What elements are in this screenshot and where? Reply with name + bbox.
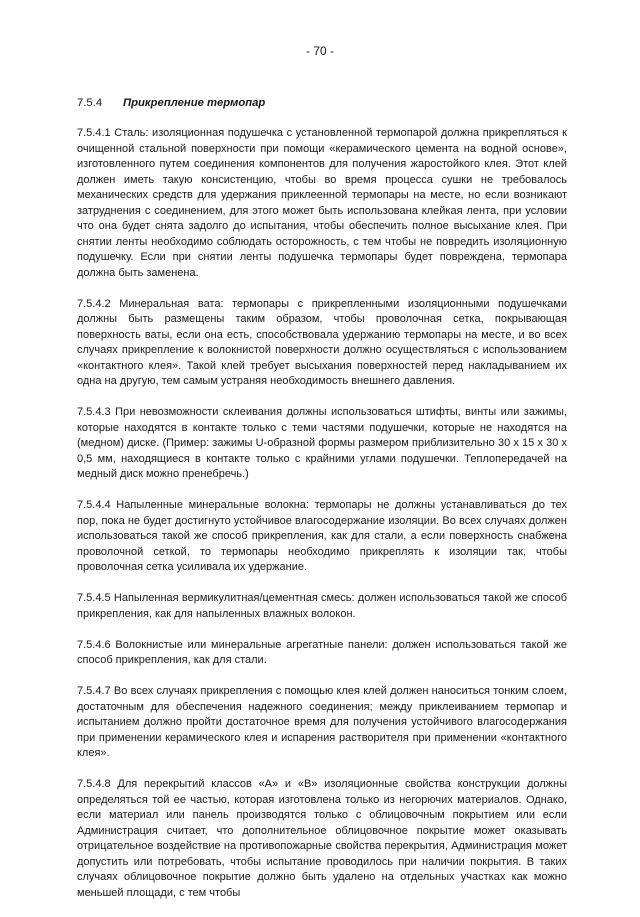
paragraph-7-5-4-2: 7.5.4.2 Минеральная вата: термопары с прикрепленными изоляционными подушечками должны быть размещены таким образом, чтобы проволочная сетка, покрывающая поверхность ваты, если она есть, способствовала удержанию термопары на месте, и во всех случаях прикрепление к волокнистой поверхности должно осуществляться с использованием «контактного клея». Такой клей требует высыхания поверхностей перед накладыванием их одна на другую, тем самым устраняя необходимость внешнего давления. bbox=[77, 297, 567, 387]
paragraph-7-5-4-8: 7.5.4.8 Для перекрытий классов «А» и «В» изоляционные свойства конструкции должны определяться той ее частью, которая изготовлена только из негорючих материалов. Однако, если материал или панель производятся только с облицовочным покрытием или если Администрация считает, что дополнительное облицовочное покрытие может оказывать отрицательное воздействие на противопожарные свойства перекрытия, Администрация может допустить или потребовать, чтобы испытание проводилось при наличии покрытия. В таких случаях облицовочное покрытие должно быть удалено на отдельных участках как можно меньшей площади, с тем чтобы bbox=[77, 778, 567, 899]
section-number: 7.5.4 bbox=[77, 97, 103, 109]
paragraph-7-5-4-1: 7.5.4.1 Сталь: изоляционная подушечка с установленной термопарой должна прикрепляться к очищенной стальной поверхности при помощи «керамического цемента на водной основе», изготовленного путем соединения компонентов для получения жаростойкого клея. Этот клей должен иметь такую консистенцию, чтобы во время процесса сушки не требовалось механических средств для удержания приклеенной термопары на месте, но если возникают затруднения с соединением, для этого может быть использована клейкая лента, при условии что она будет снята задолго до испытания, чтобы обеспечить полное высыхание клея. При снятии ленты необходимо соблюдать осторожность, с тем чтобы не повредить изоляционную подушечку. Если при снятии ленты подушечка термопары будет повреждена, термопара должна быть заменена. bbox=[77, 127, 567, 279]
paragraph-7-5-4-6: 7.5.4.6 Волокнистые или минеральные агрегатные панели: должен использоваться такой же способ прикрепления, как для стали. bbox=[77, 638, 567, 666]
page-number: - 70 - bbox=[305, 44, 334, 58]
paragraph-7-5-4-4: 7.5.4.4 Напыленные минеральные волокна: термопары не должны устанавливаться до тех пор, пока не будет достигнуто устойчивое влагосодержание изоляции. Во всех случаях должен использоваться такой же способ прикрепления, как для стали, а если поверхность снабжена проволочной сеткой, то термопары необходимо прикреплять к изоляции так, чтобы проволочная сетка усиливала их удержание. bbox=[77, 499, 567, 573]
paragraph-7-5-4-3: 7.5.4.3 При невозможности склеивания должны использоваться штифты, винты или зажимы, которые находятся в контакте только с теми частями подушечки, которые не находятся на (медном) диске. (Пример: зажимы U-образной формы размером приблизительно 30 x 15 x 30 x 0,5 мм, находящиеся в контакте только с крайними углами подушечки. Теплопередачей на медный диск можно пренебречь.) bbox=[77, 406, 567, 480]
paragraph-7-5-4-5: 7.5.4.5 Напыленная вермикулитная/цементная смесь: должен использоваться такой же способ прикрепления, как для напыленных влажных волокон. bbox=[77, 592, 567, 620]
document-body bbox=[77, 126, 567, 917]
section-title: Прикрепление термопар bbox=[123, 97, 266, 109]
paragraph-7-5-4-7: 7.5.4.7 Во всех случаях прикрепления с помощью клея клей должен наноситься тонким слоем, достаточным для обеспечения надежного соединения; между приклеиванием термопар и испытанием должно пройти достаточное время для получения устойчивого влагосодержания при применении керамического клея и испарения растворителя при применении «контактного клея». bbox=[77, 685, 567, 759]
section-heading bbox=[77, 97, 265, 109]
